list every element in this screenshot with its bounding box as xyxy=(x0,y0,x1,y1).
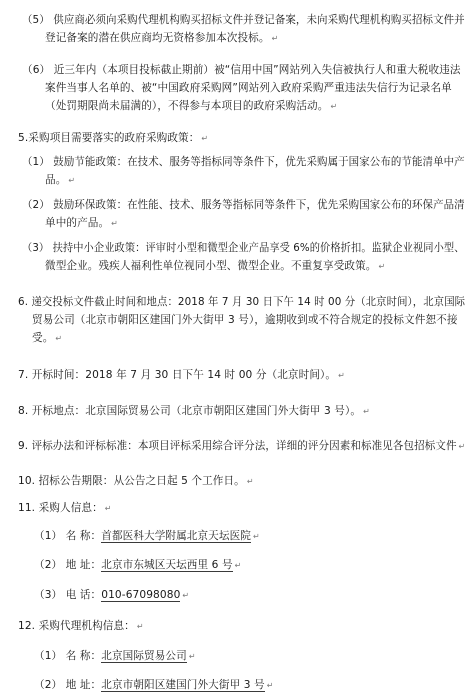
paragraph-mark-icon: ↵ xyxy=(252,532,260,541)
paragraph-mark-icon: ↵ xyxy=(234,561,242,570)
section5-sub3-line2: 微型企业。残疾人福利性单位视同小型、微型企业。不重复享受政策。 ↵ xyxy=(45,260,386,272)
agency-name-value: 北京国际贸易公司 xyxy=(101,650,187,662)
item5-sub6-line1: （6） 近三年内（本项目投标截止期前）被“信用中国”网站列入失信被执行人和重大税收违法 xyxy=(22,64,461,76)
agency-name-label: （1） 名 称： xyxy=(34,650,102,662)
item5-sub5-line1: （5） 供应商必须向采购代理机构购买招标文件并登记备案，未向采购代理机构购买招标文件并 xyxy=(22,14,465,26)
item5-sub5-line2: 登记备案的潜在供应商均无资格参加本次投标。 ↵ xyxy=(45,32,279,44)
paragraph-mark-icon: ↵ xyxy=(136,622,144,631)
paragraph-mark-icon: ↵ xyxy=(271,34,279,43)
agency-address-row xyxy=(34,677,274,692)
section11-title: 11. 采购人信息： ↵ xyxy=(18,502,112,514)
section7: 7. 开标时间：2018 年 7 月 30 日下午 14 时 00 分（北京时间）。 ↵ xyxy=(18,369,345,381)
purchaser-address-value: 北京市东城区天坛西里 6 号 xyxy=(101,559,233,571)
section9: 9. 评标办法和评标标准：本项目评标采用综合评分法，详细的评分因素和标准见各包招标文件 ↵ xyxy=(18,440,466,452)
purchaser-phone-row xyxy=(34,587,189,602)
paragraph-mark-icon: ↵ xyxy=(104,504,112,513)
paragraph-mark-icon: ↵ xyxy=(458,442,466,451)
paragraph-mark-icon: ↵ xyxy=(188,652,196,661)
purchaser-phone-label: （3） 电 话： xyxy=(34,589,102,601)
item5-sub6-line2: 案件当事人名单的、被“中国政府采购网”网站列入政府采购严重违法失信行为记录名单 xyxy=(45,82,452,94)
paragraph-mark-icon: ↵ xyxy=(246,477,254,486)
paragraph-mark-icon: ↵ xyxy=(330,102,338,111)
paragraph-mark-icon: ↵ xyxy=(201,134,209,143)
section8: 8. 开标地点：北京国际贸易公司（北京市朝阳区建国门外大街甲 3 号）。 ↵ xyxy=(18,405,370,417)
paragraph-mark-icon: ↵ xyxy=(266,681,274,690)
section5-sub1-line1: （1） 鼓励节能政策：在技术、服务等指标同等条件下，优先采购属于国家公布的节能清单中产 xyxy=(22,156,465,168)
paragraph-mark-icon: ↵ xyxy=(378,262,386,271)
purchaser-name-value: 首都医科大学附属北京天坛医院 xyxy=(101,530,251,542)
section6-line3: 受。 ↵ xyxy=(32,332,63,344)
purchaser-address-label: （2） 地 址： xyxy=(34,559,102,571)
purchaser-phone-value: 010-67098080 xyxy=(101,589,181,601)
paragraph-mark-icon: ↵ xyxy=(68,176,76,185)
paragraph-mark-icon: ↵ xyxy=(111,219,118,228)
agency-address-value: 北京市朝阳区建国门外大街甲 3 号 xyxy=(101,679,265,691)
section5-sub3-line1: （3） 扶持中小企业政策：评审时小型和微型企业产品享受 6%的价格折扣。监狱企业视同小型、 xyxy=(22,242,465,254)
section10: 10. 招标公告期限：从公告之日起 5 个工作日。 ↵ xyxy=(18,475,254,487)
section6-line2: 贸易公司（北京市朝阳区建国门外大街甲 3 号），逾期收到或不符合规定的投标文件恕不接 xyxy=(32,314,458,326)
item5-sub6-line3: （处罚期限尚未届满的），不得参与本项目的政府采购活动。 ↵ xyxy=(45,100,338,112)
paragraph-mark-icon: ↵ xyxy=(338,371,345,380)
paragraph-mark-icon: ↵ xyxy=(55,334,63,343)
agency-address-label: （2） 地 址： xyxy=(34,679,102,691)
section6-line1: 6. 递交投标文件截止时间和地点：2018 年 7 月 30 日下午 14 时 00 分（北京时间），北京国际 xyxy=(18,296,466,308)
purchaser-name-row xyxy=(34,528,260,543)
section5-title: 5.采购项目需要落实的政府采购政策： ↵ xyxy=(18,132,209,144)
section5-sub2-line1: （2） 鼓励环保政策：在性能、技术、服务等指标同等条件下，优先采购国家公布的环保产品清 xyxy=(22,199,465,211)
purchaser-address-row xyxy=(34,557,241,572)
paragraph-mark-icon: ↵ xyxy=(182,591,190,600)
paragraph-mark-icon: ↵ xyxy=(363,407,370,416)
agency-name-row xyxy=(34,648,196,663)
section5-sub1-line2: 品。 ↵ xyxy=(45,174,76,186)
section5-sub2-line2: 单中的产品。 ↵ xyxy=(45,217,118,229)
purchaser-name-label: （1） 名 称： xyxy=(34,530,102,542)
section12-title: 12. 采购代理机构信息： ↵ xyxy=(18,620,144,632)
